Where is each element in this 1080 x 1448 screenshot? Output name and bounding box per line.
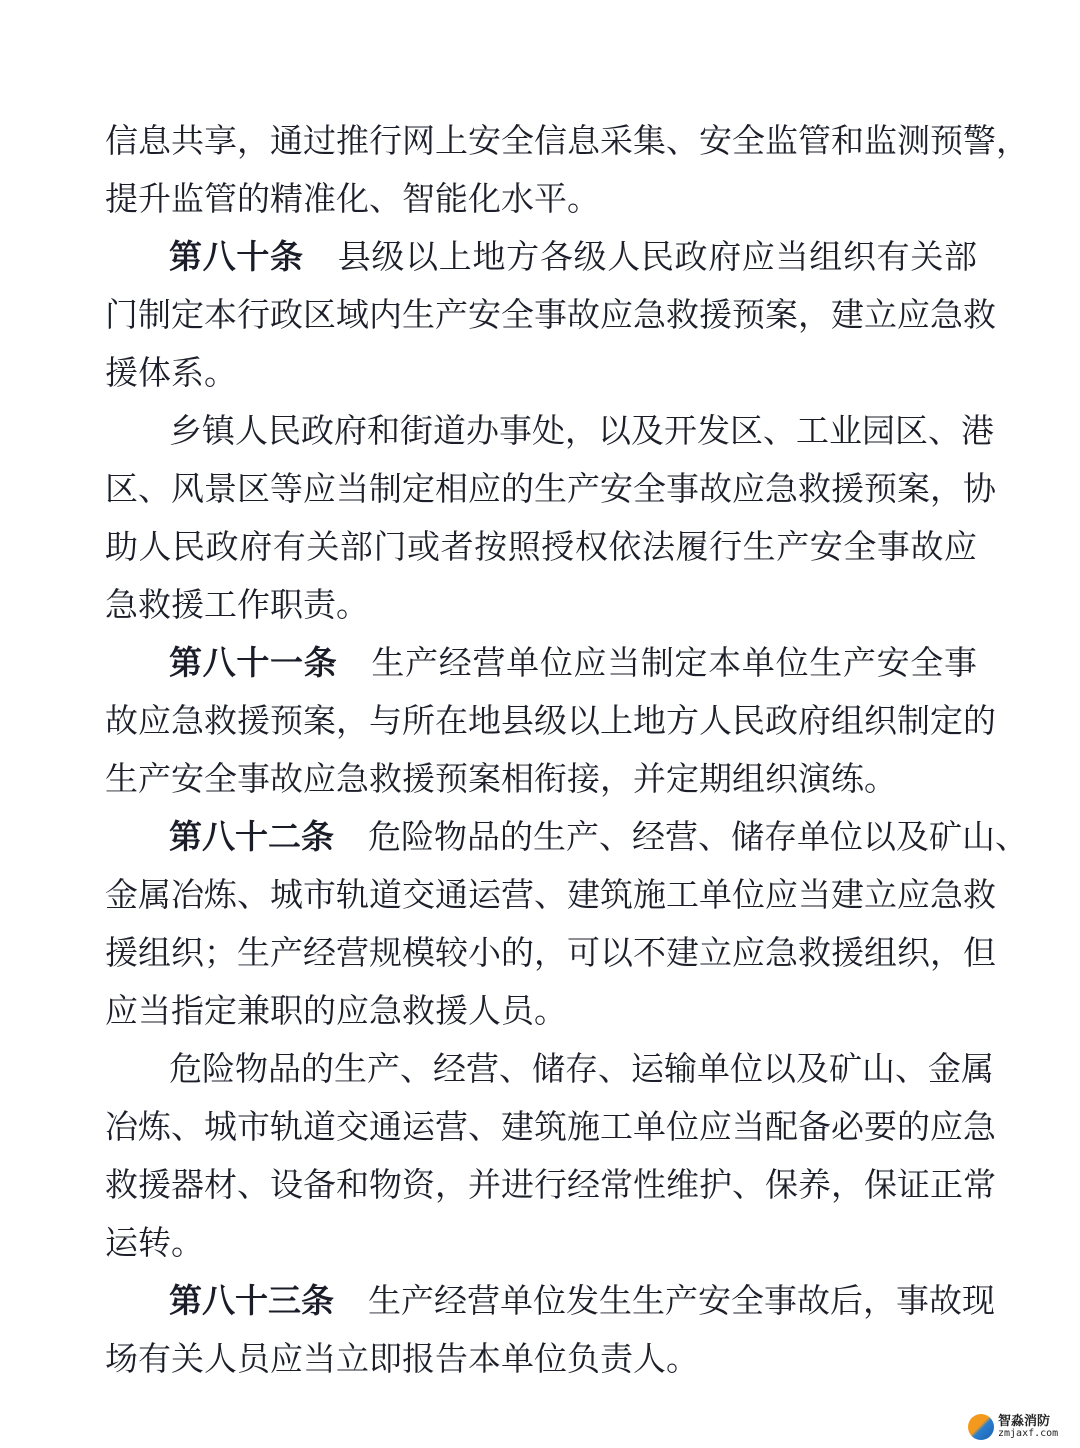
paragraph xyxy=(105,402,996,634)
line-text: 门制定本行政区域内生产安全事故应急救援预案，建立应急救 xyxy=(105,295,996,334)
line-text: 急救援工作职责。 xyxy=(105,585,369,624)
article-heading: 第八十三条 xyxy=(169,1281,334,1320)
line-text: 救援器材、设备和物资，并进行经常性维护、保养，保证正常 xyxy=(105,1165,996,1204)
line-text: 县级以上地方各级人民政府应当组织有关部 xyxy=(337,237,978,276)
text-line xyxy=(105,1156,996,1214)
line-text: 应当指定兼职的应急救援人员。 xyxy=(105,991,567,1030)
line-text: 生产安全事故应急救援预案相衔接，并定期组织演练。 xyxy=(105,759,897,798)
line-text: 场有关人员应当立即报告本单位负责人。 xyxy=(105,1339,699,1378)
line-text: 生产经营单位发生生产安全事故后，事故现 xyxy=(368,1281,995,1320)
text-line xyxy=(105,750,977,808)
line-text: 乡镇人民政府和街道办事处，以及开发区、工业园区、港 xyxy=(169,411,994,450)
line-text: 危险物品的生产、经营、储存单位以及矿山、 xyxy=(368,817,1028,856)
line-text: 信息共享，通过推行网上安全信息采集、安全监管和监测预警， xyxy=(105,121,1029,160)
article-heading: 第八十一条 xyxy=(169,643,338,682)
text-line xyxy=(105,286,996,344)
watermark-logo-icon xyxy=(968,1414,994,1440)
article-heading: 第八十二条 xyxy=(169,817,334,856)
text-line xyxy=(105,1272,995,1330)
text-line xyxy=(105,808,1028,866)
text-line xyxy=(105,402,994,460)
watermark xyxy=(962,1404,1072,1444)
line-text: 援体系。 xyxy=(105,353,237,392)
article-paragraph xyxy=(105,808,1028,1040)
line-text: 冶炼、城市轨道交通运营、建筑施工单位应当配备必要的应急 xyxy=(105,1107,996,1146)
line-text: 故应急救援预案，与所在地县级以上地方人民政府组织制定的 xyxy=(105,701,996,740)
text-line xyxy=(105,1214,977,1272)
article-paragraph xyxy=(105,634,996,808)
text-line xyxy=(105,170,977,228)
line-text: 危险物品的生产、经营、储存、运输单位以及矿山、金属 xyxy=(169,1049,994,1088)
text-line xyxy=(105,692,996,750)
line-text: 助人民政府有关部门或者按照授权依法履行生产安全事故应 xyxy=(105,527,977,566)
paragraph xyxy=(105,1040,996,1272)
text-line xyxy=(105,460,996,518)
text-line xyxy=(105,866,996,924)
text-line xyxy=(105,982,977,1040)
watermark-url: zmjaxf.com xyxy=(998,1428,1059,1439)
text-line xyxy=(105,1330,977,1388)
line-text: 援组织；生产经营规模较小的，可以不建立应急救援组织，但 xyxy=(105,933,996,972)
text-line xyxy=(105,228,977,286)
article-heading: 第八十条 xyxy=(169,237,304,276)
text-line xyxy=(105,576,977,634)
line-text: 区、风景区等应当制定相应的生产安全事故应急救援预案，协 xyxy=(105,469,996,508)
text-line xyxy=(105,112,1029,170)
paragraph xyxy=(105,112,1029,228)
text-line xyxy=(105,518,977,576)
line-text: 生产经营单位应当制定本单位生产安全事 xyxy=(371,643,978,682)
article-paragraph xyxy=(105,228,996,402)
text-line xyxy=(105,1040,994,1098)
text-line xyxy=(105,924,996,982)
text-line xyxy=(105,634,977,692)
line-text: 提升监管的精准化、智能化水平。 xyxy=(105,179,600,218)
watermark-name: 智淼消防 xyxy=(998,1414,1051,1429)
article-paragraph xyxy=(105,1272,995,1388)
text-line xyxy=(105,1098,996,1156)
text-line xyxy=(105,344,977,402)
document-body xyxy=(105,112,1029,1388)
line-text: 金属冶炼、城市轨道交通运营、建筑施工单位应当建立应急救 xyxy=(105,875,996,914)
line-text: 运转。 xyxy=(105,1223,204,1262)
